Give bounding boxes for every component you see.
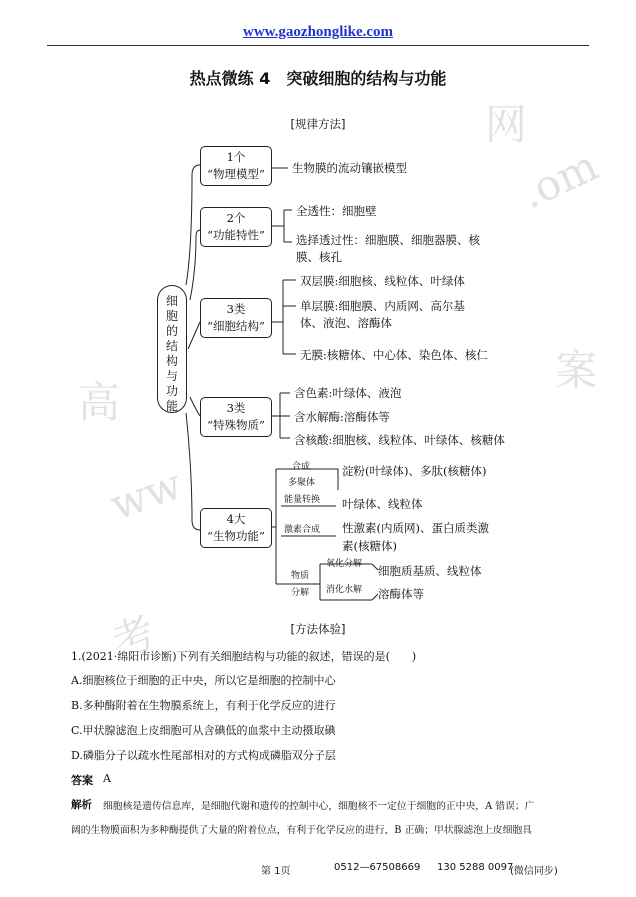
option-c: C.甲状腺滤泡上皮细胞可从含碘低的血浆中主动摄取碘 [71, 724, 336, 737]
node-functional-property [200, 207, 272, 247]
branch-text: 性激素(内质网)、蛋白质类激 [342, 521, 489, 535]
node-label: “细胞结构” [207, 319, 265, 333]
branch-text: 含水解酶:溶酶体等 [294, 410, 390, 424]
node-label: “特殊物质” [207, 418, 265, 432]
watermark-char: 高 [78, 378, 121, 427]
analysis-text: 阔的生物膜面积为多种酶提供了大量的附着位点，有利于化学反应的进行，B 正确；甲状腺滤泡上皮细胞具 [71, 825, 532, 836]
branch-label: 氧化分解 [326, 559, 363, 569]
branch-text: 叶绿体、线粒体 [342, 497, 423, 511]
branch-label: 能量转换 [284, 495, 321, 505]
branch-text: 溶酶体等 [378, 587, 424, 601]
watermark-char: 考 [105, 607, 162, 668]
root-node [157, 285, 187, 413]
branch-text: 素(核糖体) [342, 539, 397, 553]
node-count: 3类 [226, 302, 246, 316]
branch-text: 膜、核孔 [296, 250, 342, 264]
branch-label: 消化水解 [326, 585, 363, 595]
branch-text: 细胞质基质、线粒体 [378, 564, 482, 578]
footer-phone: 0512—67508669 [334, 862, 421, 873]
page-title: 热点微练 4 突破细胞的结构与功能 [189, 69, 447, 88]
root-char: 细 [165, 294, 178, 308]
branch-text: 单层膜:细胞膜、内质网、高尔基 [300, 299, 465, 313]
branch-label: 物质 [291, 571, 310, 581]
analysis-label: 解析 [71, 799, 92, 811]
branch-label: 分解 [291, 588, 310, 598]
root-char: 与 [165, 369, 178, 383]
answer-label: 答案 [71, 774, 93, 787]
watermark-text: ww [103, 459, 189, 530]
node-count: 4大 [226, 512, 246, 526]
root-char: 结 [165, 339, 178, 353]
root-char: 能 [165, 399, 178, 413]
branch-label: 激素合成 [284, 525, 321, 535]
branch-text: 双层膜:细胞核、线粒体、叶绿体 [300, 274, 465, 288]
node-count: 2个 [226, 211, 246, 225]
node-label: “生物功能” [207, 529, 265, 543]
footer-phone: 130 5288 0097 [437, 862, 514, 873]
analysis-text: 细胞核是遗传信息库，是细胞代谢和遗传的控制中心，细胞核不一定位于细胞的正中央，A 错误；广 [103, 801, 535, 812]
branch-text: 生物膜的流动镶嵌模型 [292, 161, 407, 175]
watermark-text: .om [513, 140, 606, 219]
section-heading: [方法体验] [290, 622, 346, 636]
node-biological-function [200, 508, 272, 548]
branch-text: 含色素:叶绿体、液泡 [294, 386, 402, 400]
option-b: B.多种酶附着在生物膜系统上，有利于化学反应的进行 [71, 699, 336, 712]
option-d: D.磷脂分子以疏水性尾部相对的方式构成磷脂双分子层 [71, 749, 336, 762]
node-count: 3类 [226, 401, 246, 415]
page-number: 第 1页 [261, 866, 291, 877]
branch-label: 多聚体 [288, 478, 316, 488]
node-count: 1个 [226, 150, 246, 164]
option-a: A.细胞核位于细胞的正中央，所以它是细胞的控制中心 [71, 674, 336, 687]
node-cell-structure [200, 298, 272, 338]
branch-text: 淀粉(叶绿体)、多肽(核糖体) [342, 464, 487, 478]
node-label: “物理模型” [207, 167, 265, 181]
section-heading: [规律方法] [290, 117, 346, 131]
branch-text: 全透性：细胞壁 [296, 204, 377, 218]
branch-text: 无膜:核糖体、中心体、染色体、核仁 [300, 348, 488, 362]
root-char: 胞 [165, 309, 178, 323]
question-stem: 1.(2021·绵阳市诊断)下列有关细胞结构与功能的叙述，错误的是( ) [71, 650, 417, 663]
node-label: “功能特性” [207, 228, 265, 242]
root-char: 功 [165, 384, 178, 398]
watermark-char: 网 [485, 100, 528, 149]
answer-value: A [103, 772, 111, 785]
branch-text: 含核酸:细胞核、线粒体、叶绿体、核糖体 [294, 433, 505, 447]
branch-label: 合成 [292, 462, 311, 472]
node-physical-model [200, 146, 272, 186]
node-special-substance [200, 397, 272, 437]
watermark-char: 案 [555, 346, 598, 395]
root-char: 的 [165, 324, 178, 338]
branch-text: 选择透过性：细胞膜、细胞器膜、核 [296, 233, 480, 247]
site-url[interactable]: www.gaozhonglike.com [243, 24, 393, 40]
footer-note: (微信同步) [510, 866, 558, 877]
branch-text: 体、液泡、溶酶体 [300, 316, 392, 330]
root-char: 构 [165, 354, 178, 368]
